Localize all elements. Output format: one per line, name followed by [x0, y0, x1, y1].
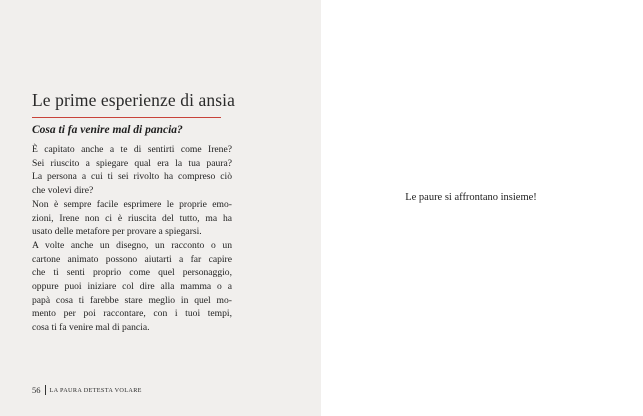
body-paragraphs	[32, 143, 232, 335]
left-page	[0, 0, 321, 416]
section-subtitle: Cosa ti fa venire mal di pancia?	[32, 124, 183, 136]
body-line: che ti senti proprio come quel personaggio,	[32, 267, 232, 279]
right-page	[321, 0, 643, 416]
body-line: che volevi dire?	[32, 185, 94, 197]
footer-divider	[45, 385, 46, 395]
body-line: Non è sempre facile esprimere le proprie emo-	[32, 198, 232, 210]
body-line: È capitato anche a te di sentirti come Irene?	[32, 144, 232, 155]
body-line: mento per poi raccontare, con i tuoi tempi,	[32, 308, 232, 320]
body-line: Sei riuscito a spiegare qual era la tua paura?	[32, 157, 232, 169]
body-line: La persona a cui ti sei rivolto ha compreso ciò	[32, 171, 232, 183]
chapter-title: Le prime esperienze di ansia	[32, 90, 235, 110]
right-page-caption: Le paure si affrontano insieme!	[405, 192, 537, 203]
body-line: usato delle metafore per provare a spiegarsi.	[32, 226, 202, 238]
body-line: cartone animato possono aiutarti a far capire	[32, 253, 232, 265]
body-line: oppure puoi iniziare col dire alla mamma o a	[32, 281, 232, 293]
body-line: papà cosa ti farebbe stare meglio in quel mo-	[32, 294, 232, 306]
running-head: LA PAURA DETESTA VOLARE	[49, 386, 142, 394]
body-line: A volte anche un disegno, un racconto o un	[32, 239, 232, 251]
title-underline-rule	[32, 117, 221, 118]
page-number: 56	[32, 385, 41, 395]
page-footer	[32, 385, 142, 395]
body-line: cosa ti fa venire mal di pancia.	[32, 322, 150, 334]
body-line: zioni, Irene non ci è riuscita del tutto, ma ha	[32, 212, 232, 224]
